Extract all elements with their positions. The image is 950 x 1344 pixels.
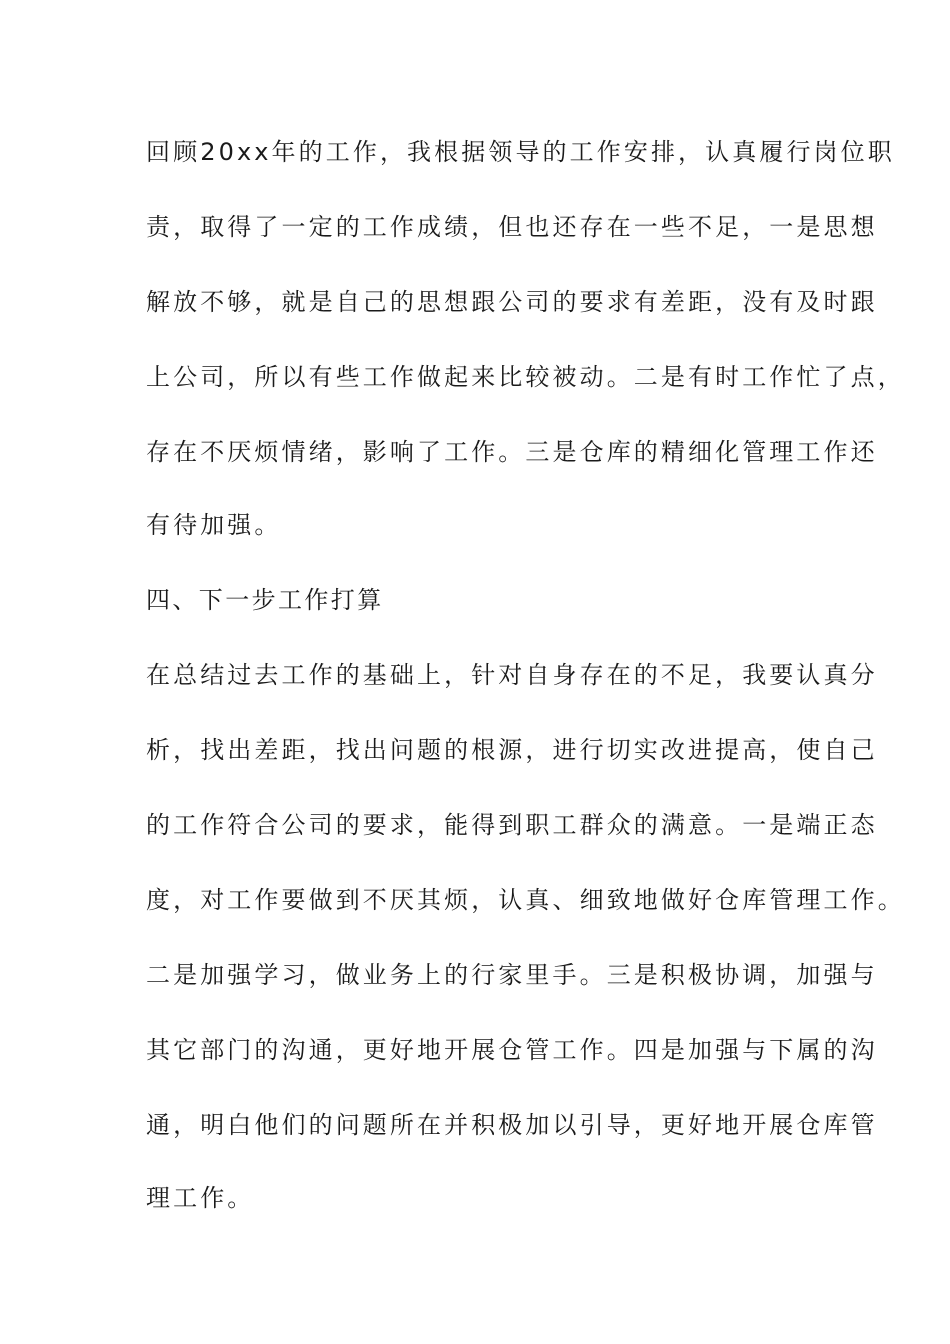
paragraph-line: 其它部门的沟通，更好地开展仓管工作。四是加强与下属的沟 [146,1036,878,1064]
paragraph-line: 理工作。 [146,1184,255,1212]
paragraph-line: 有待加强。 [146,511,282,539]
paragraph-line: 二是加强学习，做业务上的行家里手。三是积极协调，加强与 [146,961,878,989]
paragraph-line: 上公司，所以有些工作做起来比较被动。二是有时工作忙了点， [146,363,905,391]
paragraph-line: 存在不厌烦情绪，影响了工作。三是仓库的精细化管理工作还 [146,438,878,466]
paragraph-line: 在总结过去工作的基础上，针对自身存在的不足，我要认真分 [146,661,878,689]
paragraph-line: 析，找出差距，找出问题的根源，进行切实改进提高，使自己 [146,736,878,764]
paragraph-line: 解放不够，就是自己的思想跟公司的要求有差距，没有及时跟 [146,288,878,316]
paragraph-line: 度，对工作要做到不厌其烦，认真、细致地做好仓库管理工作。 [146,886,905,914]
section-heading: 四、下一步工作打算 [146,586,384,614]
paragraph-line: 通，明白他们的问题所在并积极加以引导，更好地开展仓库管 [146,1111,878,1139]
paragraph-line: 回顾20xx年的工作，我根据领导的工作安排，认真履行岗位职 [146,138,895,166]
paragraph-line: 责，取得了一定的工作成绩，但也还存在一些不足，一是思想 [146,213,878,241]
paragraph-line: 的工作符合公司的要求，能得到职工群众的满意。一是端正态 [146,811,878,839]
